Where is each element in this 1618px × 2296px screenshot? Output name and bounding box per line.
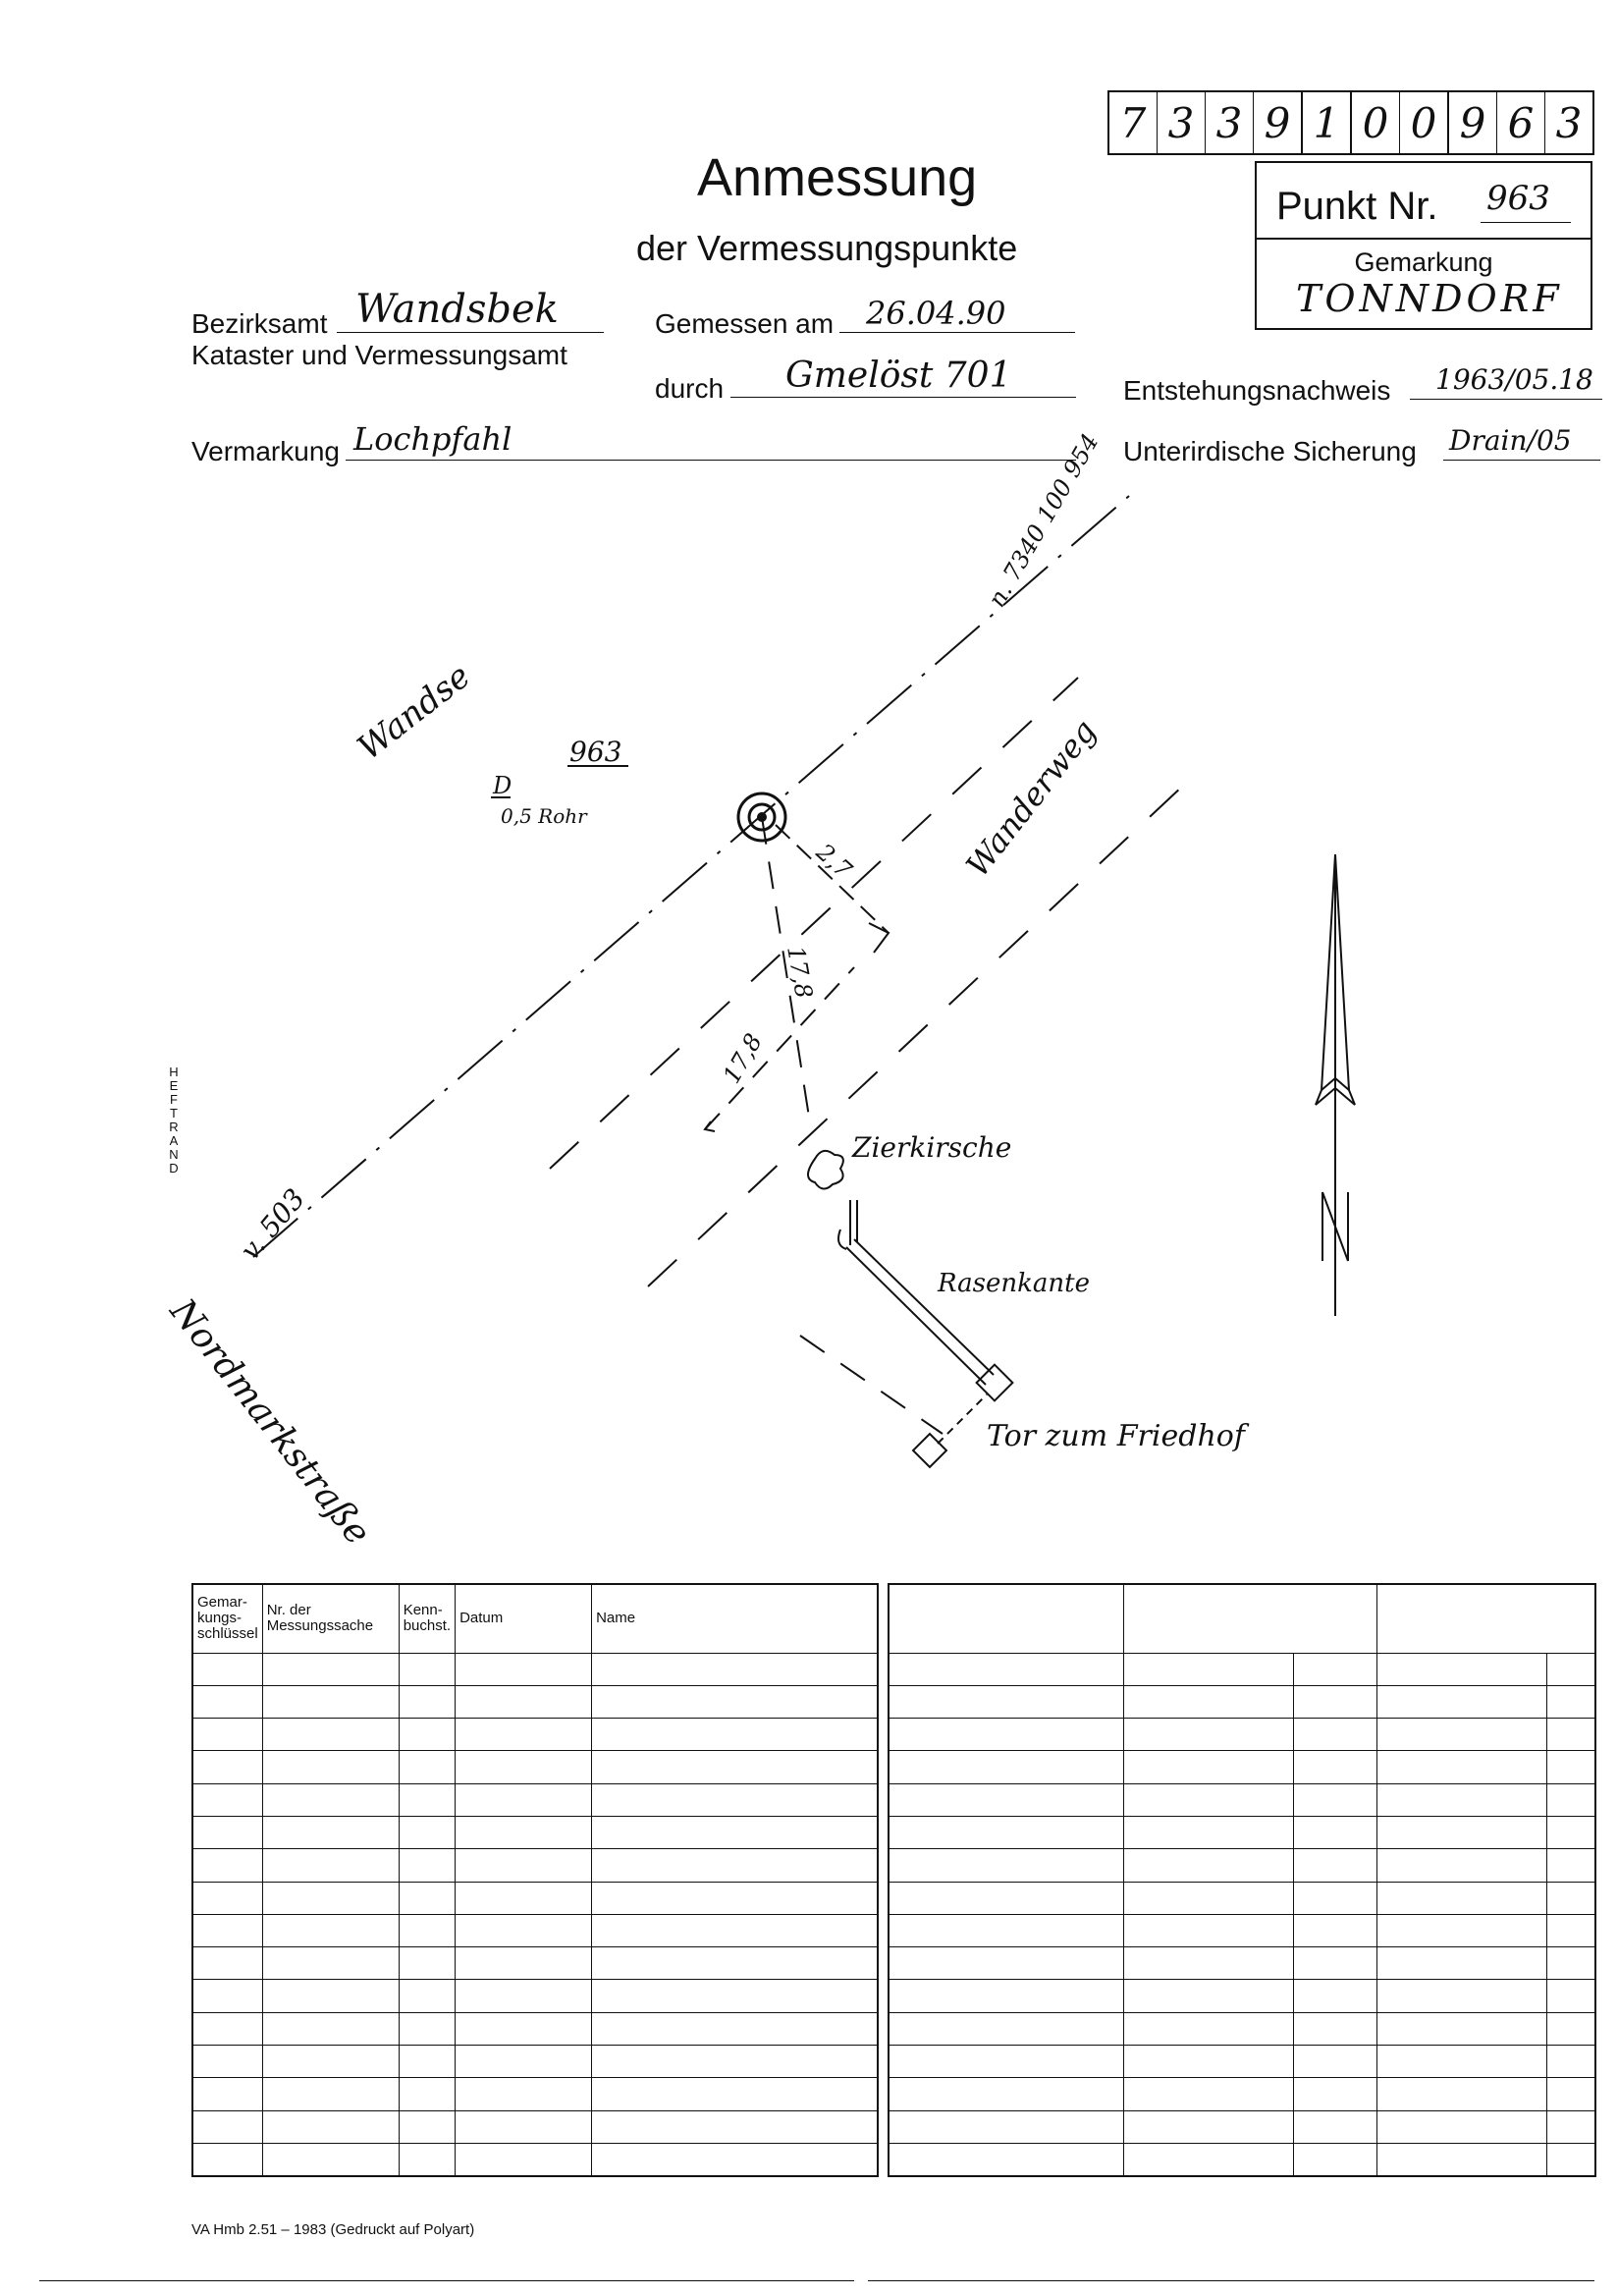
gate-label: Tor zum Friedhof: [987, 1419, 1245, 1453]
id-digit: 9: [1449, 92, 1497, 153]
id-digit: 7: [1109, 92, 1158, 153]
vermarkung-label: Vermarkung: [191, 436, 340, 466]
gemessen-value: 26.04.90: [866, 295, 1006, 332]
col-datum: Datum: [456, 1584, 592, 1653]
rasenkante-line-2: [854, 1239, 994, 1375]
table-row: [889, 1914, 1595, 1946]
vermarkung-value: Lochpfahl: [353, 420, 512, 458]
measure-a-label: 2,7: [810, 838, 858, 885]
col-kennbuchst: Kenn-buchst.: [399, 1584, 455, 1653]
id-digit: 9: [1254, 92, 1303, 153]
id-digit: 0: [1352, 92, 1400, 153]
table-row: [889, 1783, 1595, 1816]
path-line-2: [648, 786, 1183, 1286]
id-digit: 1: [1303, 92, 1352, 153]
punkt-number: 963: [1486, 179, 1550, 218]
table-row: [192, 1783, 878, 1816]
page-subtitle: der Vermessungspunkte: [636, 228, 1018, 268]
table-row: [889, 2012, 1595, 2045]
measure-c-label: 17,8: [717, 1028, 768, 1088]
page-title: Anmessung: [697, 148, 978, 207]
street-wanderweg: Wanderweg: [958, 712, 1105, 884]
rasenkante-label: Rasenkante: [938, 1269, 1090, 1298]
street-wandse: Wandse: [350, 656, 478, 769]
table-row: [192, 1653, 878, 1685]
id-digit: 6: [1497, 92, 1545, 153]
table-row: [889, 1685, 1595, 1718]
id-digit: 3: [1206, 92, 1254, 153]
table-row: [192, 1914, 878, 1946]
table-row: [889, 1947, 1595, 1980]
table-row: [889, 1719, 1595, 1751]
table-row: [889, 1653, 1595, 1685]
table-row: [889, 1882, 1595, 1914]
ref-top-label: n. 7340 100 954: [982, 428, 1105, 612]
table-row: [192, 2046, 878, 2078]
table-row: [192, 2110, 878, 2143]
point-detail-bottom: 0,5 Rohr: [501, 804, 587, 828]
punkt-label: Punkt Nr.: [1276, 185, 1438, 228]
table-row: [192, 1816, 878, 1848]
table-row: [192, 1685, 878, 1718]
id-digit: 3: [1158, 92, 1206, 153]
table-row: [192, 2078, 878, 2110]
table-row: [889, 2078, 1595, 2110]
gemarkung-value: TONNDORF: [1296, 277, 1563, 320]
point-detail-top: D: [493, 772, 512, 799]
tree-label: Zierkirsche: [852, 1131, 1012, 1164]
gemessen-label: Gemessen am: [655, 308, 835, 339]
unterirdische-label: Unterirdische Sicherung: [1123, 436, 1417, 466]
durch-value: Gmelöst 701: [785, 355, 1012, 396]
unterirdische-value: Drain/05: [1449, 424, 1572, 457]
street-nordmarkstrasse: Nordmarkstraße: [161, 1291, 379, 1553]
table-row: [192, 2012, 878, 2045]
table-row: [192, 1882, 878, 1914]
bezirksamt-value: Wandsbek: [355, 287, 559, 332]
ref-bottom-label: v. 503: [234, 1182, 312, 1267]
col-gemarkung: Gemar-kungs-schlüssel: [192, 1584, 262, 1653]
entstehung-label: Entstehungsnachweis: [1123, 375, 1391, 406]
footer-text: VA Hmb 2.51 – 1983 (Gedruckt auf Polyart): [191, 2221, 475, 2238]
left-table: [191, 1583, 879, 2177]
entstehung-value: 1963/05.18: [1435, 363, 1593, 396]
table-row: [889, 2143, 1595, 2175]
gemarkung-label: Gemarkung: [1354, 247, 1493, 277]
bezirksamt-label: Bezirksamt: [191, 308, 328, 339]
table-row: [192, 1947, 878, 1980]
tree-symbol: [808, 1151, 843, 1189]
table-row: [889, 2046, 1595, 2078]
table-row: [192, 1849, 878, 1882]
durch-label: durch: [655, 373, 725, 404]
path-line-1: [550, 678, 1078, 1169]
col-name: Name: [592, 1584, 878, 1653]
measure-line-diagonal: [705, 967, 854, 1129]
table-row: [889, 2110, 1595, 2143]
measure-b-label: 17,8: [782, 944, 818, 1001]
rasenkante-line-1: [846, 1247, 986, 1385]
table-row: [192, 1980, 878, 2012]
table-row: [889, 1751, 1595, 1783]
id-digit: 3: [1555, 98, 1583, 147]
table-row: [192, 1719, 878, 1751]
table-row: [192, 2143, 878, 2175]
col-messungssache: Nr. der Messungssache: [262, 1584, 399, 1653]
right-table: [888, 1583, 1596, 2177]
table-row: [889, 1980, 1595, 2012]
heftrand-label: HEFTRAND: [169, 1065, 179, 1175]
kataster-label: Kataster und Vermessungsamt: [191, 340, 567, 370]
table-row: [889, 1849, 1595, 1882]
path-line-3: [800, 1336, 943, 1434]
id-digit: 0: [1400, 92, 1449, 153]
table-row: [192, 1751, 878, 1783]
gate-post-1: [977, 1365, 1013, 1401]
point-number-label: 963: [569, 736, 622, 768]
table-row: [889, 1816, 1595, 1848]
